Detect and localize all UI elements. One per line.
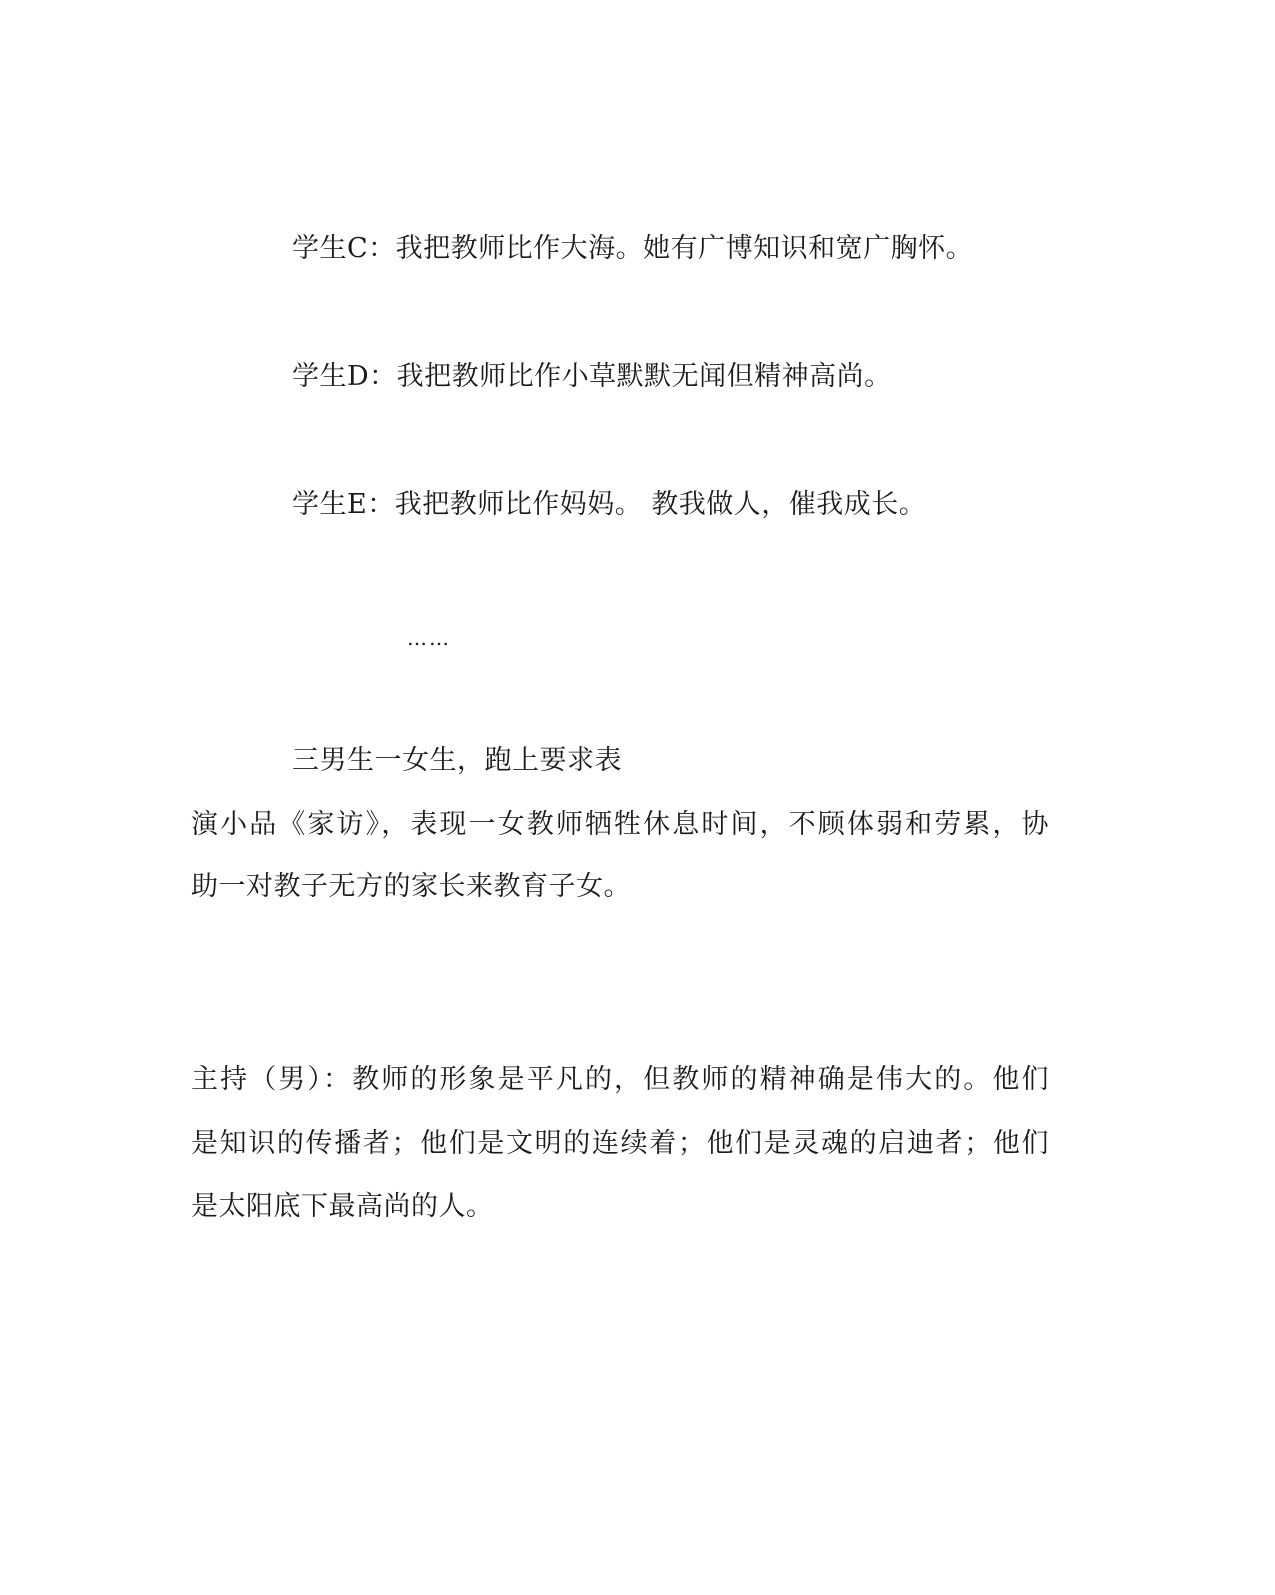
host-line-3: 是太阳底下最高尚的人。 [191, 1191, 494, 1222]
skit-line-3: 助一对教子无方的家长来教育子女。 [191, 871, 631, 902]
host-line-2: 是知识的传播者；他们是文明的连续着；他们是灵魂的启迪者；他们 [191, 1128, 1049, 1159]
skit-line-2: 演小品《家访》，表现一女教师牺牲休息时间，不顾体弱和劳累，协 [191, 809, 1049, 840]
host-line-1: 主持（男）：教师的形象是平凡的，但教师的精神确是伟大的。他们 [191, 1064, 1049, 1095]
student-d-line: 学生D：我把教师比作小草默默无闻但精神高尚。 [292, 361, 892, 392]
ellipsis-line: …… [407, 626, 451, 650]
student-c-line: 学生C：我把教师比作大海。她有广博知识和宽广胸怀。 [292, 233, 974, 264]
skit-line-1: 三男生一女生，跑上要求表 [292, 745, 622, 776]
student-e-line: 学生E：我把教师比作妈妈。 教我做人，催我成长。 [292, 489, 927, 520]
